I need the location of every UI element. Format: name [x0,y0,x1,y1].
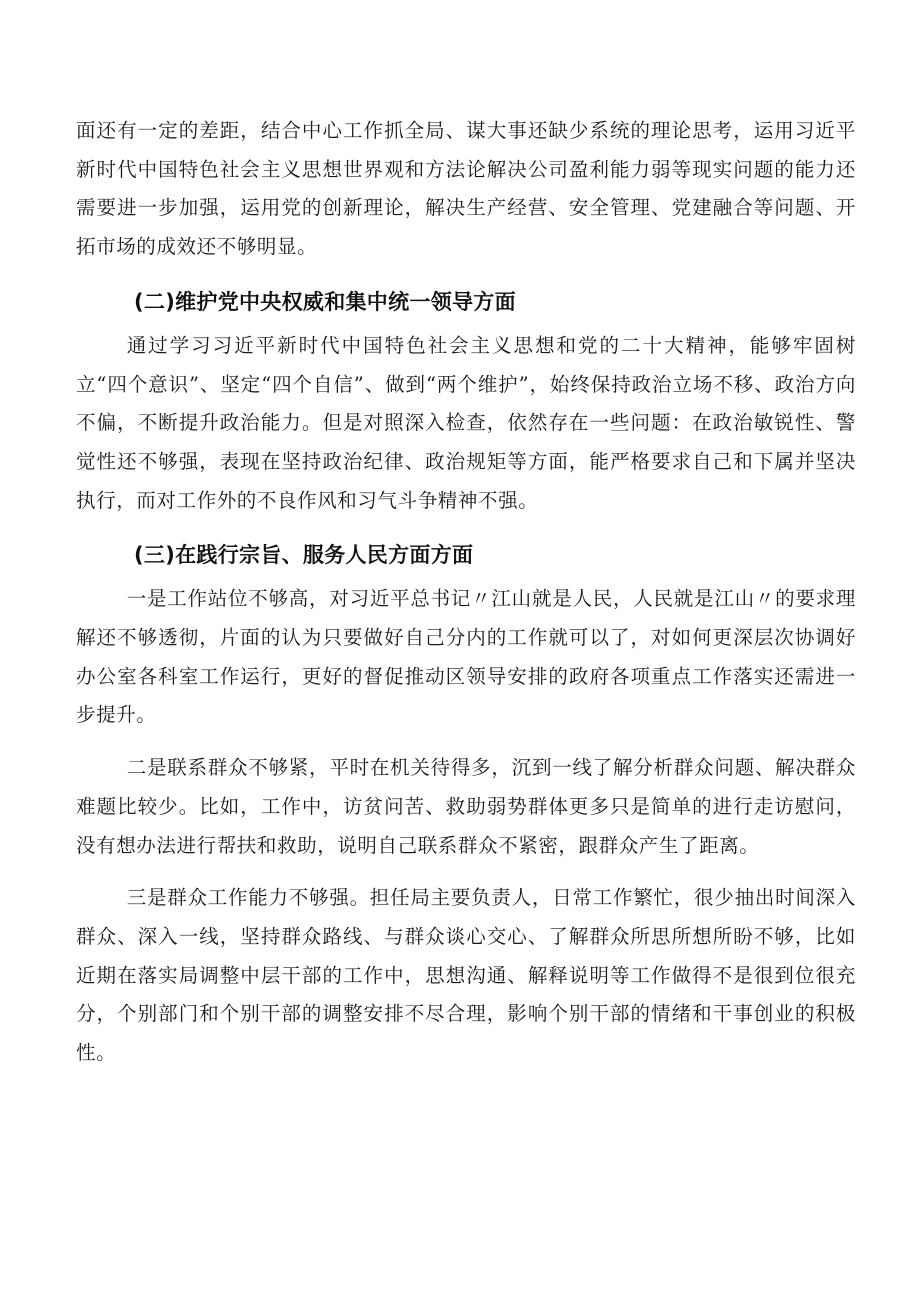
paragraph-mass-contact: 二是联系群众不够紧，平时在机关待得多，沉到一线了解分析群众问题、解决群众难题比较少。比如，工作中，访贫问苦、救助弱势群体更多只是简单的进行走访慰问，没有想办法进行帮扶和救助，说明自己联系群众不紧密，跟群众产生了距离。 [76,756,856,857]
paragraph-continuation: 面还有一定的差距，结合中心工作抓全局、谋大事还缺少系统的理论思考，运用习近平新时代中国特色社会主义思想世界观和方法论解决公司盈利能力弱等现实问题的能力还需要进一步加强，运用党的创新理论，解决生产经营、安全管理、党建融合等问题、开拓市场的成效还不够明显。 [76,119,856,259]
document-body [76,112,856,1073]
paragraph-work-position: 一是工作站位不够高，对习近平总书记〃江山就是人民，人民就是江山〃的要求理解还不够透彻，片面的认为只要做好自己分内的工作就可以了，对如何更深层次协调好办公室各科室工作运行，更好的督促推动区领导安排的政府各项重点工作落实还需进一步提升。 [76,587,856,727]
paragraph-political-loyalty: 通过学习习近平新时代中国特色社会主义思想和党的二十大精神，能够牢固树立“四个意识”、坚定“四个自信”、做到“两个维护”，始终保持政治立场不移、政治方向不偏，不断提升政治能力。但是对照深入检查，依然存在一些问题：在政治敏锐性、警觉性还不够强，表现在坚持政治纪律、政治规矩等方面，能严格要求自己和下属并坚决执行，而对工作外的不良作风和习气斗争精神不强。 [76,333,856,512]
section-heading-3: (三)在践行宗旨、服务人民方面方面 [134,543,474,568]
section-heading-2: (二)维护党中央权威和集中统一领导方面 [134,289,516,314]
paragraph-mass-work-ability: 三是群众工作能力不够强。担任局主要负责人，日常工作繁忙，很少抽出时间深入群众、深入一线，坚持群众路线、与群众谈心交心、了解群众所思所想所盼不够，比如近期在落实局调整中层干部的工作中，思想沟通、解释说明等工作做得不是很到位很充分，个别部门和个别干部的调整安排不尽合理，影响个别干部的情绪和干事创业的积极性。 [76,886,856,1065]
